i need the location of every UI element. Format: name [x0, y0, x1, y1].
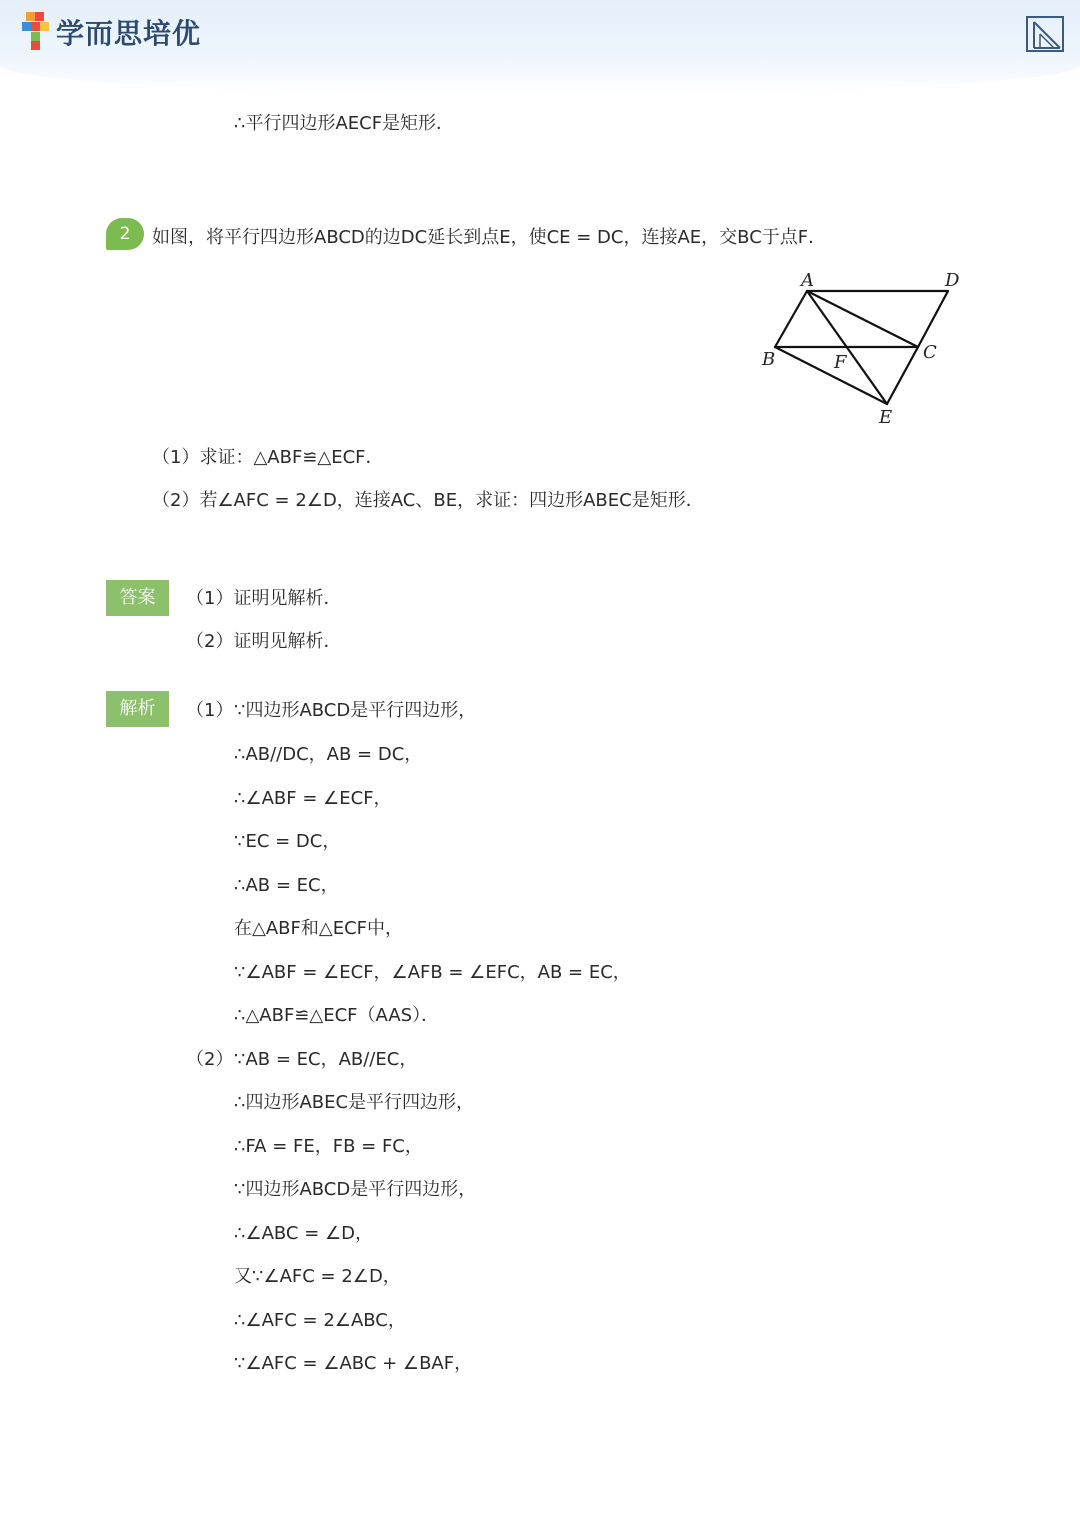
label-F: F [834, 352, 847, 373]
analysis-line: ∴AB = EC， [234, 875, 339, 896]
answer-tag: 答案 [106, 580, 169, 616]
label-D: D [945, 270, 960, 291]
geometry-ruler-icon [1026, 16, 1064, 52]
segment-AC [807, 291, 918, 347]
analysis-line: ∴AB//DC，AB = DC， [234, 744, 423, 765]
analysis-line: ∵AB = EC，AB//EC， [234, 1049, 418, 1070]
brand-logo-icon [22, 12, 50, 50]
answer-line-1: （1）证明见解析． [186, 588, 342, 609]
answer-line-2: （2）证明见解析． [186, 631, 342, 652]
analysis-part1-label: （1） [186, 700, 234, 721]
brand-name: 学而思培优 [56, 17, 202, 50]
question-2: （2）若∠AFC = 2∠D，连接AC、BE，求证：四边形ABEC是矩形． [152, 490, 704, 511]
analysis-line: ∴∠ABF = ∠ECF， [234, 788, 392, 809]
analysis-line: ∴FA = FE，FB = FC， [234, 1136, 423, 1157]
analysis-tag: 解析 [106, 691, 169, 727]
problem-stem: 如图，将平行四边形ABCD的边DC延长到点E，使CE = DC，连接AE，交BC于点F． [152, 227, 827, 248]
analysis-line: ∴四边形ABEC是平行四边形， [234, 1092, 475, 1113]
segment-CE [887, 347, 918, 404]
problem-number-badge: 2 [106, 218, 144, 250]
question-1: （1）求证：△ABF≌△ECF． [152, 447, 384, 468]
previous-conclusion: ∴平行四边形AECF是矩形． [234, 113, 455, 134]
analysis-line: ∵∠ABF = ∠ECF，∠AFB = ∠EFC，AB = EC， [234, 962, 631, 983]
analysis-line: ∵四边形ABCD是平行四边形， [234, 1179, 477, 1200]
analysis-line: ∵四边形ABCD是平行四边形， [234, 700, 477, 721]
analysis-line: ∴∠ABC = ∠D， [234, 1223, 374, 1244]
analysis-line: ∴△ABF≌△ECF（AAS）． [234, 1005, 440, 1026]
label-B: B [762, 349, 776, 370]
page-header [0, 0, 1080, 95]
segment-BE [775, 347, 887, 404]
analysis-line: ∵EC = DC， [234, 831, 341, 852]
segment-AB [775, 291, 807, 347]
label-C: C [923, 342, 937, 363]
analysis-part2-label: （2） [186, 1049, 234, 1070]
label-A: A [801, 270, 814, 291]
analysis-line: 在△ABF和△ECF中， [234, 918, 403, 939]
geometry-figure [750, 262, 980, 432]
label-E: E [879, 407, 893, 428]
analysis-line: ∵∠AFC = ∠ABC + ∠BAF， [234, 1353, 473, 1374]
analysis-line: ∴∠AFC = 2∠ABC， [234, 1310, 406, 1331]
segment-DC [918, 291, 948, 347]
analysis-line: 又∵∠AFC = 2∠D， [234, 1266, 401, 1287]
